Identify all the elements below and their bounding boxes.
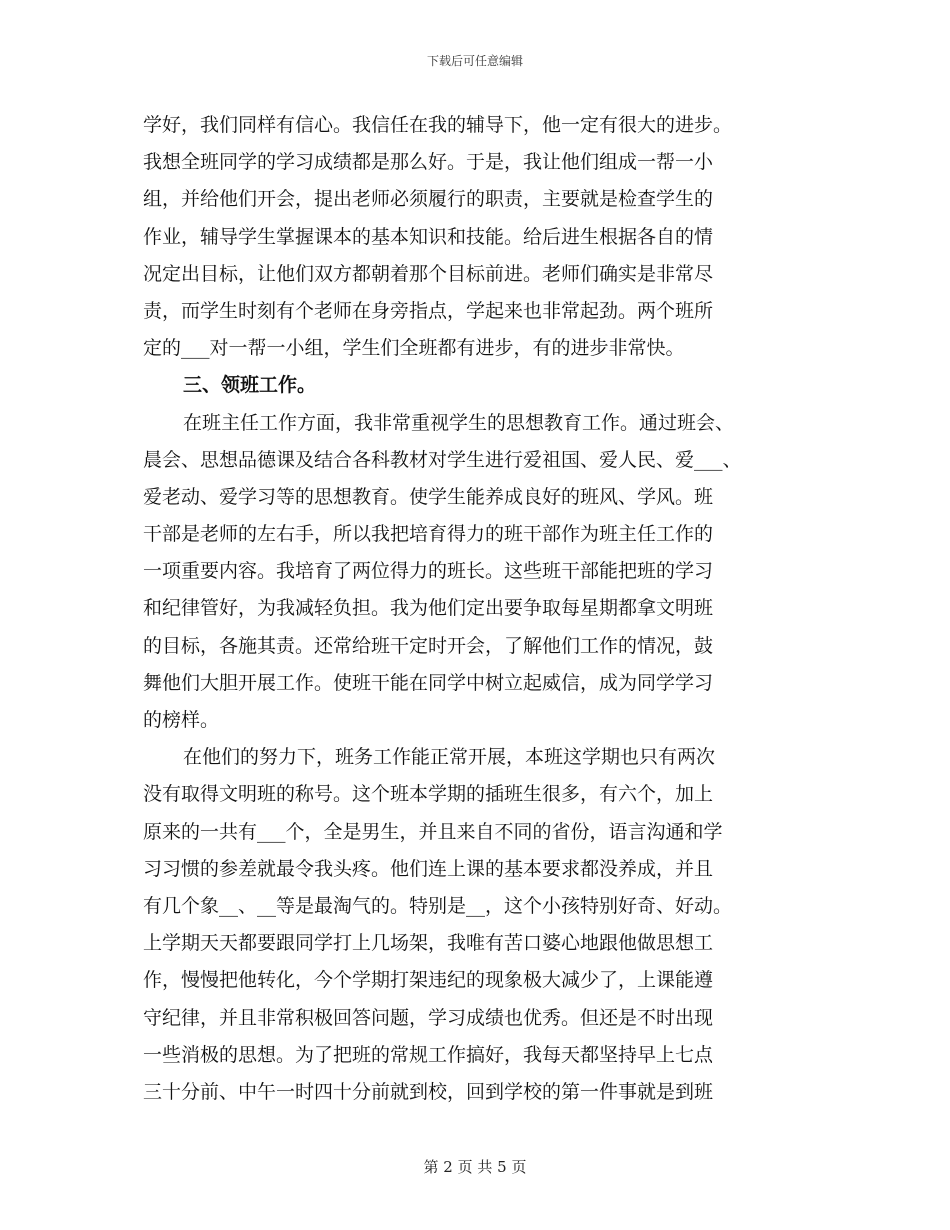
text-line: 守纪律，并且非常积极回答问题，学习成绩也优秀。但还是不时出现 [143, 1006, 714, 1029]
text-line: 习习惯的参差就最令我头疼。他们连上课的基本要求都没养成，并且 [143, 857, 714, 880]
text-line: 原来的一共有___个，全是男生，并且来自不同的省份，语言沟通和学 [143, 820, 723, 843]
page-number-footer: 第 2 页 共 5 页 [423, 1158, 527, 1176]
text-line: 组，并给他们开会，提出老师必须履行的职责，主要就是检查学生的 [143, 188, 714, 211]
section-heading: 三、领班工作。 [183, 374, 317, 397]
text-line: 晨会、思想品德课及结合各科教材对学生进行爱祖国、爱人民、爱___、 [143, 448, 742, 471]
paragraph-start-line: 在班主任工作方面，我非常重视学生的思想教育工作。通过班会、 [183, 411, 735, 434]
page-header: 下载后可任意编辑 [426, 54, 523, 68]
text-line: 作业，辅导学生掌握课本的基本知识和技能。给后进生根据各自的情 [143, 225, 714, 248]
text-line: 的榜样。 [143, 709, 220, 731]
text-line: 上学期天天都要跟同学打上几场架，我唯有苦口婆心地跟他做思想工 [143, 932, 714, 955]
text-line: 没有取得文明班的称号。这个班本学期的插班生很多，有六个，加上 [143, 783, 714, 806]
text-line: 有几个象__、__等是最淘气的。特别是__，这个小孩特别好奇、好动。 [143, 894, 733, 917]
text-line: 作，慢慢把他转化，今个学期打架违纪的现象极大减少了，上课能遵 [143, 969, 714, 992]
text-line: 三十分前、中午一时四十分前就到校，回到学校的第一件事就是到班 [143, 1080, 714, 1103]
text-line: 的目标，各施其责。还常给班干定时开会，了解他们工作的情况，鼓 [143, 634, 714, 657]
text-line: 一项重要内容。我培育了两位得力的班长。这些班干部能把班的学习 [143, 560, 714, 583]
text-line: 我想全班同学的学习成绩都是那么好。于是，我让他们组成一帮一小 [143, 151, 714, 174]
text-line: 定的___对一帮一小组，学生们全班都有进步，有的进步非常快。 [143, 337, 685, 360]
text-line: 干部是老师的左右手，所以我把培育得力的班干部作为班主任工作的 [143, 523, 714, 546]
document-body [143, 107, 813, 1111]
text-line: 一些消极的思想。为了把班的常规工作搞好，我每天都坚持早上七点 [143, 1043, 714, 1066]
text-line: 和纪律管好，为我减轻负担。我为他们定出要争取每星期都拿文明班 [143, 597, 714, 620]
text-line: 况定出目标，让他们双方都朝着那个目标前进。老师们确实是非常尽 [143, 262, 714, 285]
paragraph-start-line: 在他们的努力下，班务工作能正常开展，本班这学期也只有两次 [183, 746, 716, 769]
text-line: 舞他们大胆开展工作。使班干能在同学中树立起威信，成为同学学习 [143, 671, 714, 694]
text-line: 责，而学生时刻有个老师在身旁指点，学起来也非常起劲。两个班所 [143, 299, 714, 322]
text-line: 学好，我们同样有信心。我信任在我的辅导下，他一定有很大的进步。 [143, 114, 733, 136]
text-line: 爱老动、爱学习等的思想教育。使学生能养成良好的班风、学风。班 [143, 485, 714, 508]
